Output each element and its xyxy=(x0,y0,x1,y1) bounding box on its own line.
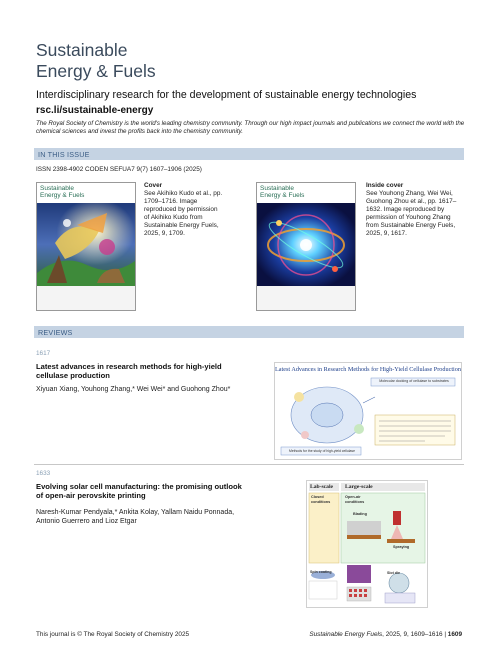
review-1-figure[interactable] xyxy=(274,362,462,460)
front-cover-image[interactable] xyxy=(36,182,136,311)
front-cover-header xyxy=(37,183,135,203)
journal-url[interactable]: rsc.li/sustainable-energy xyxy=(36,105,154,116)
review-2-figure-large: Large-scale xyxy=(345,484,373,490)
review-2-title[interactable]: Evolving solar cell manufacturing: the promising outlook of open-air perovskite printing xyxy=(36,482,242,500)
front-cover-title-2: Energy & Fuels xyxy=(40,192,85,199)
review-2-figure-spraying: Spraying xyxy=(393,545,410,549)
in-this-issue-band xyxy=(34,148,464,160)
footer-journal: Sustainable Energy Fuels xyxy=(309,631,383,638)
footer-page-number: 1609 xyxy=(447,631,462,638)
review-1-figure-art xyxy=(275,363,461,459)
review-2-figure-lab: Lab-scale xyxy=(310,484,333,490)
rsc-blurb: The Royal Society of Chemistry is the world's leading chemistry community. Through our high impact journals and publications we connect the world with the chemical sciences and invest the profits back into the chemistry community. xyxy=(36,120,465,135)
review-2-figure-closed: Closed conditions xyxy=(311,495,331,504)
inside-cover-label: Inside cover xyxy=(366,182,404,189)
reviews-heading: REVIEWS xyxy=(38,327,73,337)
review-2-page: 1633 xyxy=(36,470,51,477)
journal-title-line2: Energy & Fuels xyxy=(36,61,156,81)
front-cover-caption xyxy=(144,182,224,238)
review-1-page: 1617 xyxy=(36,350,51,357)
review-1-figure-box1: Molecular docking of cellulase to substrates xyxy=(379,379,449,383)
journal-title-line1: Sustainable xyxy=(36,40,128,60)
review-2-figure-open: Open-air conditions xyxy=(345,495,365,504)
inside-cover-caption xyxy=(366,182,458,238)
front-cover-title-1: Sustainable xyxy=(40,185,74,192)
inside-cover-image[interactable] xyxy=(256,182,356,311)
in-this-issue-heading: IN THIS ISSUE xyxy=(38,149,90,159)
review-2-figure[interactable] xyxy=(306,480,428,608)
review-2-figure-spin: Spin coating xyxy=(310,570,332,574)
inside-cover-title-2: Energy & Fuels xyxy=(260,192,305,199)
inside-cover-title-1: Sustainable xyxy=(260,185,294,192)
review-1-authors: Xiyuan Xiang, Youhong Zhang,* Wei Wei* and Guohong Zhou* xyxy=(36,386,231,393)
journal-title xyxy=(36,40,156,82)
front-cover-label: Cover xyxy=(144,182,163,189)
review-1-figure-title: Latest Advances in Research Methods for High-Yield Cellulase Production xyxy=(275,366,461,373)
footer-copyright: This journal is © The Royal Society of Chemistry 2025 xyxy=(36,631,190,638)
footer-citation xyxy=(309,631,462,638)
review-2-figure-slot: Slot die xyxy=(387,571,400,575)
reviews-band xyxy=(34,326,464,338)
inside-cover-text: See Youhong Zhang, Wei Wei, Guohong Zhou et al., pp. 1617–1632. Image reproduced by permission of Youhong Zhang from Sustainable Energy Fuels, 2025, 9, 1617. xyxy=(366,190,457,237)
journal-subtitle: Interdisciplinary research for the development of sustainable energy technologies xyxy=(36,89,417,101)
issn-line: ISSN 2398-4902 CODEN SEFUA7 9(7) 1607–1906 (2025) xyxy=(36,166,202,173)
review-1-figure-box2: Methods for the study of high-yield cellulase xyxy=(289,449,355,453)
inside-cover-header xyxy=(257,183,355,203)
review-divider xyxy=(34,464,464,465)
review-2-figure-blading: Blading xyxy=(353,512,367,516)
front-cover-text: See Akihiko Kudo et al., pp. 1709–1716. Image reproduced by permission of Akihiko Kudo from Sustainable Energy Fuels, 2025, 9, 1709. xyxy=(144,190,223,237)
review-2-authors: Naresh-Kumar Pendyala,* Ankita Kolay, Yallam Naidu Ponnada, Antonio Guerrero and Lioz Etgar xyxy=(36,509,235,525)
inside-cover-footer xyxy=(257,286,355,310)
footer-volume: , 2025, 9, 1609–1616 | xyxy=(382,631,448,638)
front-cover-footer xyxy=(37,286,135,310)
review-1-title[interactable]: Latest advances in research methods for high-yield cellulase production xyxy=(36,362,222,380)
